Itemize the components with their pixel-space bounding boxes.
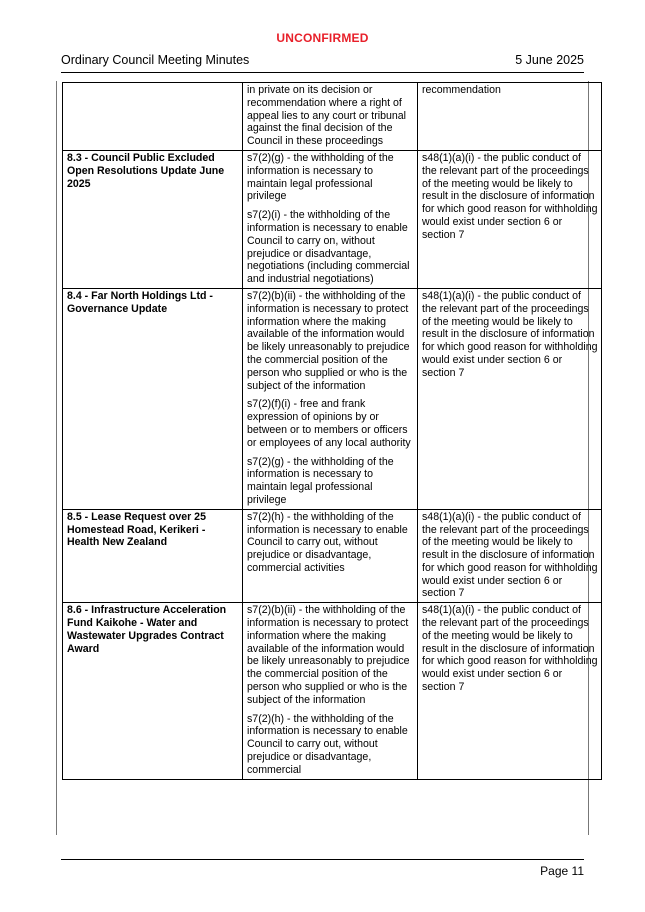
grounds-cell bbox=[243, 83, 418, 151]
item-cell: 8.3 - Council Public Excluded Open Resolutions Update June 2025 bbox=[63, 150, 243, 288]
section-cell: s48(1)(a)(i) - the public conduct of the relevant part of the proceedings of the meeting would be likely to result in the disclosure of information for which good reason for withholding would exist under section 6 or section 7 bbox=[418, 603, 602, 779]
footer-divider bbox=[61, 859, 584, 860]
grounds-paragraph: s7(2)(h) - the withholding of the information is necessary to enable Council to carry out, without prejudice or disadvantage, commercial activities bbox=[247, 510, 408, 574]
grounds-paragraph: s7(2)(b)(ii) - the withholding of the information is necessary to protect information where the making available of the information would be likely unreasonably to prejudice the commercial position of the person who supplied or who is the subject of the information bbox=[247, 289, 410, 392]
table-row bbox=[63, 603, 602, 779]
item-cell bbox=[63, 83, 243, 151]
grounds-paragraph: s7(2)(h) - the withholding of the information is necessary to enable Council to carry out, without prejudice or disadvantage, commercial bbox=[247, 712, 408, 776]
section-cell: s48(1)(a)(i) - the public conduct of the relevant part of the proceedings of the meeting would be likely to result in the disclosure of information for which good reason for withholding would exist under section 6 or section 7 bbox=[418, 288, 602, 509]
grounds-cell bbox=[243, 509, 418, 603]
table-row bbox=[63, 509, 602, 603]
header-divider bbox=[61, 72, 584, 73]
item-cell: 8.4 - Far North Holdings Ltd - Governance Update bbox=[63, 288, 243, 509]
table-row bbox=[63, 83, 602, 151]
grounds-paragraph: s7(2)(g) - the withholding of the information is necessary to maintain legal professional privilege bbox=[247, 151, 394, 203]
grounds-cell bbox=[243, 150, 418, 288]
document-title: Ordinary Council Meeting Minutes bbox=[61, 53, 250, 67]
grounds-cell bbox=[243, 288, 418, 509]
item-cell: 8.5 - Lease Request over 25 Homestead Road, Kerikeri - Health New Zealand bbox=[63, 509, 243, 603]
meeting-date: 5 June 2025 bbox=[515, 53, 584, 67]
item-cell: 8.6 - Infrastructure Acceleration Fund Kaikohe - Water and Wastewater Upgrades Contract Award bbox=[63, 603, 243, 779]
table-row bbox=[63, 150, 602, 288]
grounds-paragraph: s7(2)(b)(ii) - the withholding of the information is necessary to protect information where the making available of the information would be likely unreasonably to prejudice the commercial position of the person who supplied or who is the subject of the information bbox=[247, 604, 410, 706]
grounds-paragraph: s7(2)(f)(i) - free and frank expression of opinions by or between or to members or officers or employees of any local authority bbox=[247, 398, 411, 449]
table-row bbox=[63, 288, 602, 509]
public-excluded-table bbox=[62, 82, 602, 780]
section-cell: s48(1)(a)(i) - the public conduct of the relevant part of the proceedings of the meeting would be likely to result in the disclosure of information for which good reason for withholding would exist under section 6 or section 7 bbox=[418, 509, 602, 603]
unconfirmed-watermark: UNCONFIRMED bbox=[276, 31, 369, 45]
grounds-paragraph: in private on its decision or recommendation where a right of appeal lies to any court or tribunal against the final decision of the Council in these proceedings bbox=[247, 84, 406, 148]
section-cell: recommendation bbox=[418, 83, 602, 151]
section-cell: s48(1)(a)(i) - the public conduct of the relevant part of the proceedings of the meeting would be likely to result in the disclosure of information for which good reason for withholding would exist under section 6 or section 7 bbox=[418, 150, 602, 288]
page-number: Page 11 bbox=[540, 864, 584, 878]
grounds-paragraph: s7(2)(g) - the withholding of the information is necessary to maintain legal professional privilege bbox=[247, 455, 394, 506]
grounds-cell bbox=[243, 603, 418, 779]
grounds-paragraph: s7(2)(i) - the withholding of the information is necessary to enable Council to carry on, without prejudice or disadvantage, negotiations (including commercial and industrial negotiations) bbox=[247, 209, 410, 286]
